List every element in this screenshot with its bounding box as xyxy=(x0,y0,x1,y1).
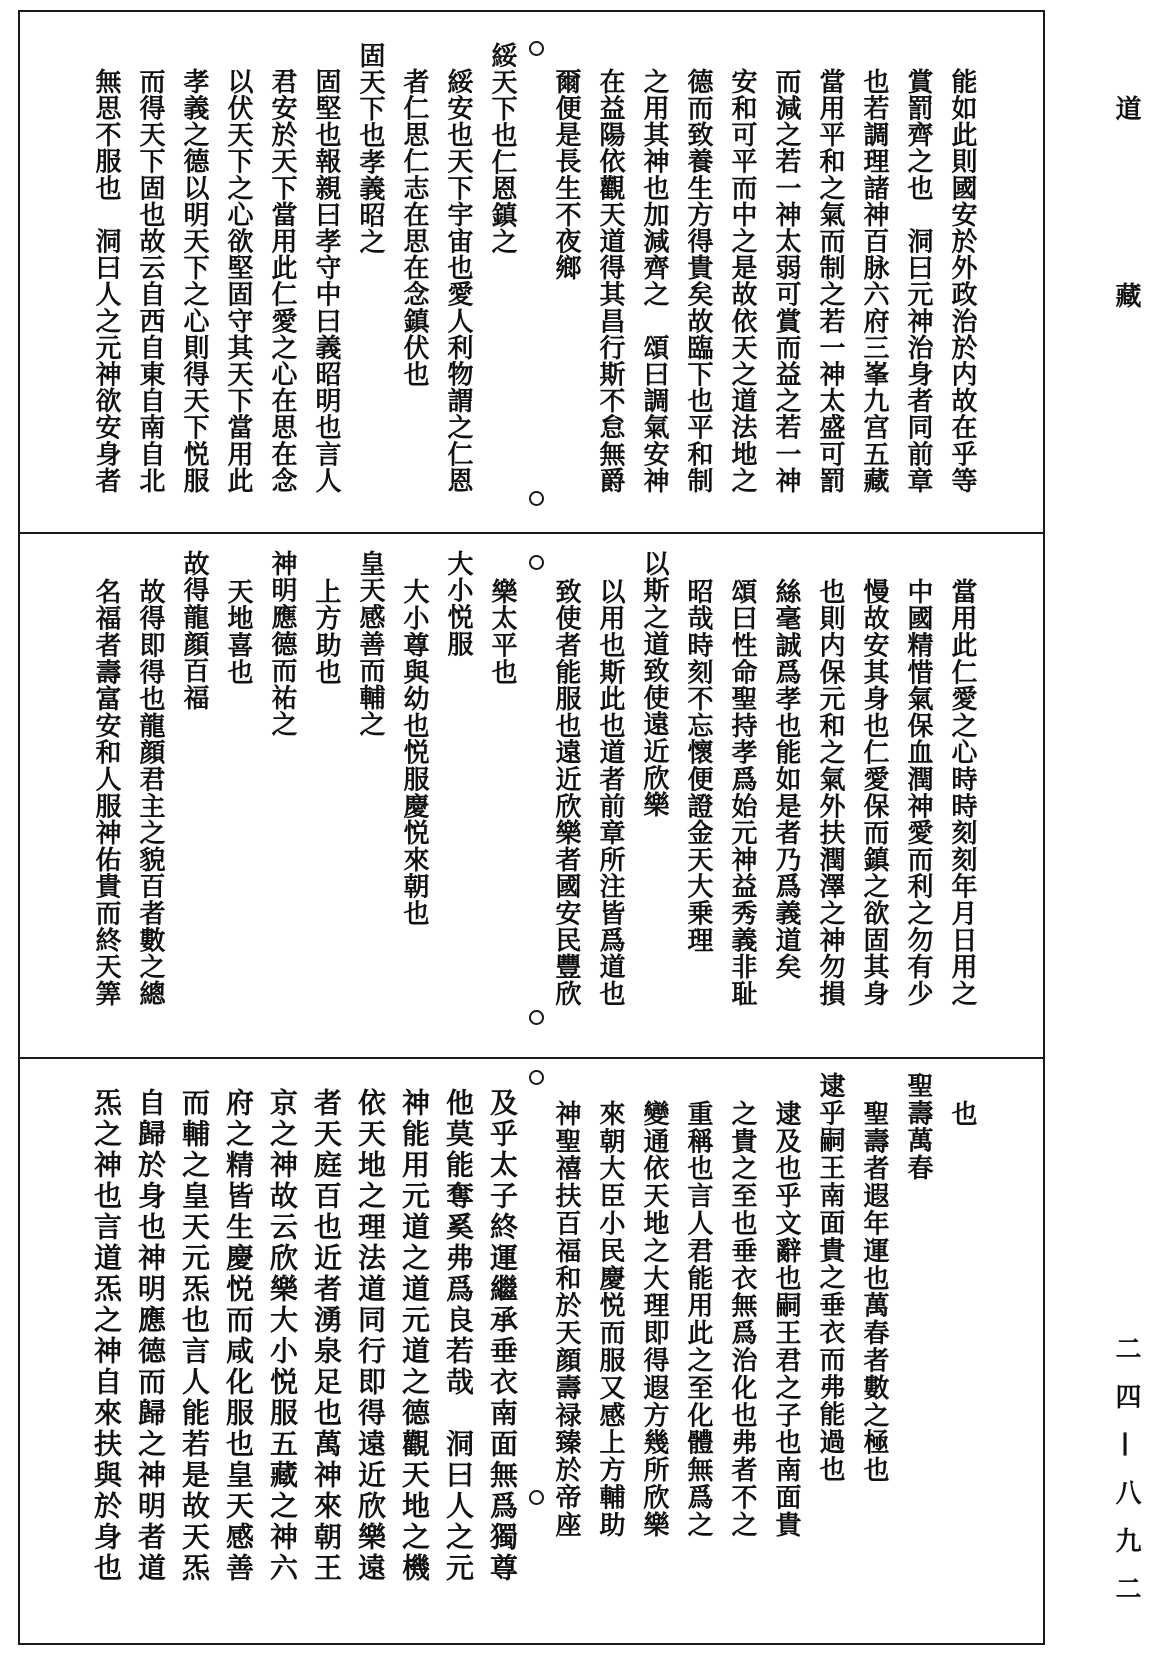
verse-column: 大小悦服 xyxy=(443,550,473,658)
commentary-column: 孝義之德以明天下之心則得天下悦服 xyxy=(179,68,209,494)
page-number: 二四—八九二 xyxy=(1111,1335,1141,1623)
commentary-column: 昭哉時刻不忘懷便證金天大乗理 xyxy=(683,578,713,954)
commentary-column: 以伏天下之心欲堅固守其天下當用此 xyxy=(223,68,253,494)
commentary-column: 京之神故云欣樂大小悦服五藏之神六 xyxy=(266,1088,299,1584)
commentary-column: 之用其神也加減齊之 頌曰調氣安神 xyxy=(639,68,669,494)
commentary-column: 名福者壽富安和人服神佑貴而終天筭 xyxy=(91,578,121,1007)
commentary-column: 重稱也言人君能用此之至化體無爲之 xyxy=(683,1100,713,1539)
commentary-column: 樂太平也 xyxy=(487,578,517,686)
circle-mark xyxy=(529,1490,544,1505)
commentary-column: 絲毫誠爲孝也能如是者乃爲義道矣 xyxy=(771,578,801,980)
commentary-column: 而減之若一神太弱可賞而益之若一神 xyxy=(771,68,801,494)
verse-column: 皇天感善而輔之 xyxy=(355,550,385,738)
commentary-column: 固堅也報親曰孝守中曰義昭明也言人 xyxy=(311,68,341,494)
verse-column: 以斯之道致使遠近欣樂 xyxy=(639,550,669,818)
verse-column: 故得龍顔百福 xyxy=(179,550,209,711)
verse-column: 固天下也孝義昭之 xyxy=(355,42,385,255)
verse-column: 綏天下也仁恩鎮之 xyxy=(487,42,517,255)
verse-column: 神明應德而祐之 xyxy=(267,550,297,738)
commentary-column: 神聖禧扶百福和於天顔壽禄臻於帝座 xyxy=(551,1100,581,1539)
commentary-column: 神能用元道之道元道之德觀天地之機 xyxy=(398,1088,431,1584)
commentary-column: 而得天下固也故云自西自東自南自北 xyxy=(135,68,165,494)
register-divider-upper xyxy=(18,532,1045,534)
commentary-column: 府之精皆生慶悦而咸化服也皇天感善 xyxy=(222,1088,255,1584)
verse-column: 聖壽萬春 xyxy=(903,1072,933,1182)
commentary-column: 變通依天地之大理即得遐方幾所欣樂 xyxy=(639,1100,669,1539)
commentary-column: 以用也斯此也道者前章所注皆爲道也 xyxy=(595,578,625,1007)
collection-label-top: 道 xyxy=(1111,95,1141,121)
commentary-column: 致使者能服也遠近欣樂者國安民豐欣 xyxy=(551,578,581,1007)
commentary-column: 在益陽依觀天道得其昌行斯不怠無爵 xyxy=(595,68,625,494)
commentary-column: 爾便是長生不夜鄉 xyxy=(551,68,581,281)
commentary-column: 能如此則國安於外政治於内故在乎等 xyxy=(947,68,977,494)
circle-mark xyxy=(529,555,544,570)
verse-column: 逮乎嗣王南面貴之垂衣而弗能過也 xyxy=(815,1072,845,1483)
commentary-column: 自歸於身也神明應德而歸之神明者道 xyxy=(134,1088,167,1584)
circle-mark xyxy=(529,491,544,506)
commentary-column: 故得即得也龍顔君主之貌百者數之總 xyxy=(135,578,165,1007)
commentary-column: 安和可平而中之是故依天之道法地之 xyxy=(727,68,757,494)
commentary-column: 來朝大臣小民慶悦而服又感上方輔助 xyxy=(595,1100,625,1539)
commentary-column: 也則内保元和之氣外扶潤澤之神勿損 xyxy=(815,578,845,1007)
commentary-column: 逮及也乎文辭也嗣王君之子也南面貴 xyxy=(771,1100,801,1539)
circle-mark xyxy=(529,1010,544,1025)
commentary-column: 之貴之至也垂衣無爲治化也弗者不之 xyxy=(727,1100,757,1539)
commentary-column: 當用平和之氣而制之若一神太盛可罰 xyxy=(815,68,845,494)
commentary-column: 大小尊與幼也悦服慶悦來朝也 xyxy=(399,578,429,927)
circle-mark xyxy=(529,41,544,56)
commentary-column: 頌曰性命聖持孝爲始元神益秀義非耻 xyxy=(727,578,757,1007)
commentary-column: 當用此仁愛之心時時刻刻年月日用之 xyxy=(947,578,977,1007)
commentary-column: 慢故安其身也仁愛保而鎮之欲固其身 xyxy=(859,578,889,1007)
collection-label-bottom: 藏 xyxy=(1111,282,1141,308)
commentary-column: 無思不服也 洞曰人之元神欲安身者 xyxy=(91,68,121,494)
page-border xyxy=(18,10,1045,1645)
commentary-column: 德而致養生方得貴矣故臨下也平和制 xyxy=(683,68,713,494)
commentary-column: 及乎太子終運繼承垂衣南面無爲獨尊 xyxy=(486,1088,519,1584)
commentary-column: 天地喜也 xyxy=(223,578,253,686)
commentary-column: 中國精惜氣保血潤神愛而利之勿有少 xyxy=(903,578,933,1007)
commentary-column: 依天地之理法道同行即得遠近欣樂遠 xyxy=(354,1088,387,1584)
commentary-column: 他莫能奪奚弗爲良若哉 洞曰人之元 xyxy=(442,1088,475,1584)
commentary-column: 者天庭百也近者湧泉足也萬神來朝王 xyxy=(310,1088,343,1584)
commentary-column: 也 xyxy=(947,1100,977,1128)
commentary-column: 而輔之皇天元炁也言人能若是故天炁 xyxy=(178,1088,211,1584)
commentary-column: 聖壽者遐年運也萬春者數之極也 xyxy=(859,1100,889,1484)
register-divider-lower xyxy=(18,1057,1045,1059)
commentary-column: 者仁思仁志在思在念鎮伏也 xyxy=(399,68,429,388)
commentary-column: 賞罰齊之也 洞曰元神治身者同前章 xyxy=(903,68,933,494)
commentary-column: 炁之神也言道炁之神自來扶與於身也 xyxy=(90,1088,123,1584)
circle-mark xyxy=(529,1070,544,1085)
commentary-column: 君安於天下當用此仁愛之心在思在念 xyxy=(267,68,297,494)
commentary-column: 綏安也天下宇宙也愛人利物謂之仁恩 xyxy=(443,68,473,494)
commentary-column: 上方助也 xyxy=(311,578,341,686)
commentary-column: 也若調理諸神百脉六府三峯九宫五藏 xyxy=(859,68,889,494)
